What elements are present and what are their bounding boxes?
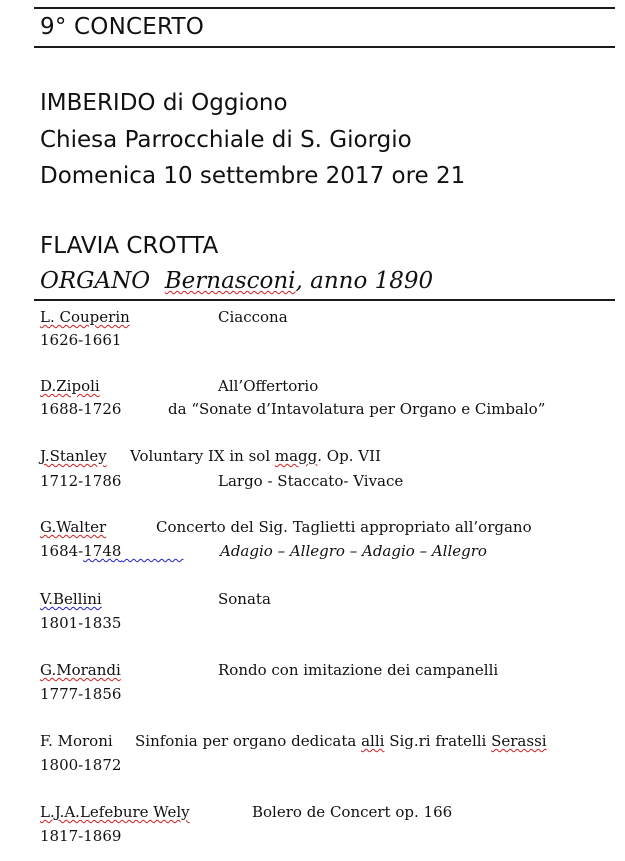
title-part: alli — [361, 732, 385, 750]
dates-part: 1684- — [40, 542, 84, 560]
program-composer — [40, 803, 190, 821]
organ-year: , anno 1890 — [295, 268, 434, 294]
program-composer — [40, 661, 121, 679]
program-dates: 1712-1786 — [40, 472, 122, 490]
title-part: Sig.ri fratelli — [384, 732, 492, 750]
program-title: Rondo con imitazione dei campanelli — [218, 661, 499, 679]
program-subtitle: Largo - Staccato- Vivace — [218, 472, 404, 490]
program-title — [135, 732, 547, 750]
program-composer — [40, 308, 130, 326]
program-composer — [40, 590, 102, 608]
title-part: Serassi — [491, 732, 547, 750]
composer-name: L. Couperin — [40, 308, 130, 326]
program-title: Ciaccona — [218, 308, 288, 326]
instrument-label: ORGANO — [40, 268, 151, 294]
venue-church: Chiesa Parrocchiale di S. Giorgio — [40, 127, 412, 153]
program-subtitle: Adagio – Allegro – Adagio – Allegro — [220, 542, 487, 560]
concert-date: Domenica 10 settembre 2017 ore 21 — [40, 163, 466, 189]
program-dates: 1777-1856 — [40, 685, 122, 703]
composer-name: G.Walter — [40, 518, 107, 536]
dates-gap — [121, 542, 183, 560]
program-title: Bolero de Concert op. 166 — [252, 803, 453, 821]
program-composer: F. Moroni — [40, 732, 113, 750]
composer-name: D.Zipoli — [40, 377, 100, 395]
program-title: Sonata — [218, 590, 271, 608]
title-part: Voluntary IX in sol — [130, 447, 275, 465]
title-part: . Op. VII — [317, 447, 381, 465]
composer-name: G.Morandi — [40, 661, 121, 679]
title-part: magg — [274, 447, 318, 465]
program-dates — [40, 542, 183, 560]
composer-name: V.Bellini — [40, 590, 102, 608]
program-composer — [40, 447, 107, 465]
program-dates: 1688-1726 — [40, 400, 122, 418]
program-subtitle: da “Sonate d’Intavolatura per Organo e Cimbalo” — [168, 400, 546, 418]
program-dates: 1800-1872 — [40, 756, 122, 774]
performer-rule — [34, 299, 615, 301]
program-dates: 1801-1835 — [40, 614, 122, 632]
program-title — [130, 447, 381, 465]
program-dates: 1817-1869 — [40, 827, 122, 845]
program-composer — [40, 377, 100, 395]
title-part: Sinfonia per organo dedicata — [135, 732, 362, 750]
program-title: Concerto del Sig. Taglietti appropriato all’organo — [156, 518, 532, 536]
program-composer — [40, 518, 106, 536]
top-rule — [34, 7, 615, 9]
program-dates: 1626-1661 — [40, 331, 122, 349]
performer-name: FLAVIA CROTTA — [40, 233, 219, 259]
composer-name: L.J.A.Lefebure Wely — [40, 803, 190, 821]
header-rule — [34, 46, 615, 48]
program-title: All’Offertorio — [218, 377, 319, 395]
composer-name: J.Stanley — [40, 447, 107, 465]
dates-part: 1748 — [83, 542, 122, 560]
organ-builder: Bernasconi — [164, 268, 296, 294]
venue-place: IMBERIDO di Oggiono — [40, 90, 288, 116]
organ-line — [40, 268, 433, 294]
concert-number: 9° CONCERTO — [40, 14, 205, 40]
